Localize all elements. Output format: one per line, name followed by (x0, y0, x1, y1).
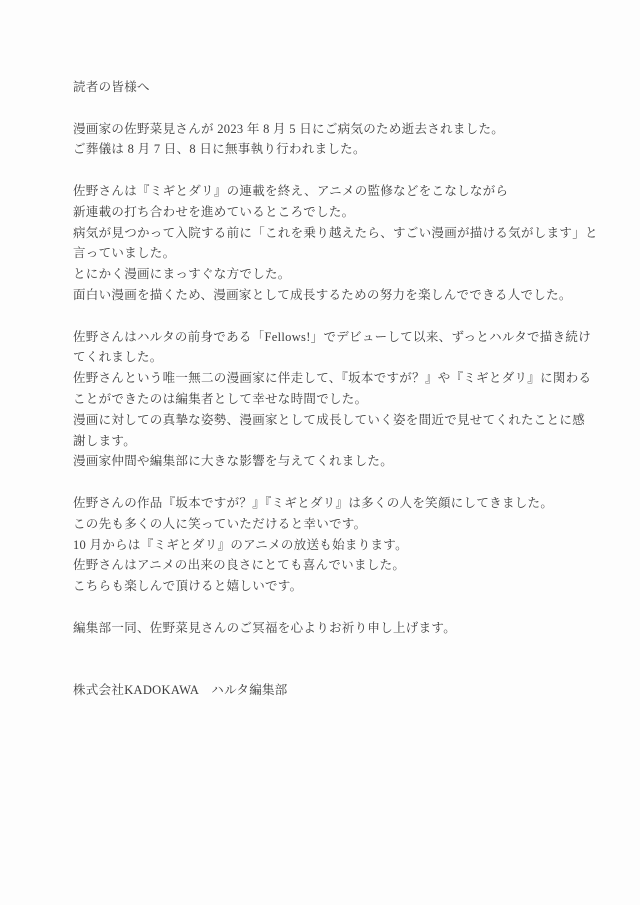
text-line: 言っていました。 (73, 246, 176, 261)
paragraph-recent-work (73, 181, 598, 306)
text-line: 佐野さんという唯一無二の漫画家に伴走して、『坂本ですが？』や『ミギとダリ』に関わる (73, 371, 592, 386)
text-line: 面白い漫画を描くため、漫画家として成長するための努力を楽しんでできる人でした。 (73, 287, 572, 302)
blank-line (73, 472, 570, 493)
text-line: 漫画家の佐野菜見さんが 2023 年 8 月 5 日にご病気のため逝去されました。 (73, 121, 505, 136)
blank-line (73, 160, 570, 181)
text-line: 佐野さんの作品『坂本ですが？』『ミギとダリ』は多くの人を笑顔にしてきました。 (73, 495, 554, 510)
signature-line: 株式会社KADOKAWA ハルタ編集部 (73, 683, 288, 698)
text-line: こちらも楽しんで頂けると嬉しいです。 (73, 579, 303, 594)
text-line: ことができたのは編集者として幸せな時間でした。 (73, 391, 368, 406)
text-line: てくれました。 (73, 350, 163, 365)
paragraph-announcement (73, 119, 570, 161)
paragraph-works-anime (73, 493, 570, 597)
text-line: ご葬儀は 8 月 7 日、8 日に無事執り行われました。 (73, 142, 366, 157)
text-line: 佐野さんはアニメの出来の良さにとても喜んでいました。 (73, 558, 406, 573)
paragraph-career (73, 327, 592, 473)
letter-body (73, 77, 598, 701)
salutation-line: 読者の皆様へ (73, 80, 150, 94)
text-line: 10 月からは『ミギとダリ』のアニメの放送も始まります。 (73, 537, 408, 552)
text-line: 謝します。 (73, 433, 137, 448)
text-line: この先も多くの人に笑っていただけると幸いです。 (73, 516, 367, 531)
text-line: 新連載の打ち合わせを進めているところでした。 (73, 204, 355, 219)
text-line: 佐野さんは『ミギとダリ』の連載を終え、アニメの監修などをこなしながら (73, 183, 509, 198)
blank-line (73, 98, 570, 119)
text-line: 漫画家仲間や編集部に大きな影響を与えてくれました。 (73, 454, 394, 469)
text-line: 病気が見つかって入院する前に「これを乗り越えたら、すごい漫画が描ける気がします」と (73, 225, 598, 240)
blank-line (73, 306, 570, 327)
blank-line (73, 597, 570, 618)
text-line: とにかく漫画にまっすぐな方でした。 (73, 267, 291, 282)
text-line: 漫画に対しての真摯な姿勢、漫画家として成長していく姿を間近で見せてくれたことに感 (73, 412, 586, 427)
blank-lines (73, 639, 570, 681)
text-line: 佐野さんはハルタの前身である「Fellows!」でデビューして以来、ずっとハルタで描き続け (73, 329, 592, 344)
closing-line: 編集部一同、佐野菜見さんのご冥福を心よりお祈り申し上げます。 (73, 620, 457, 635)
